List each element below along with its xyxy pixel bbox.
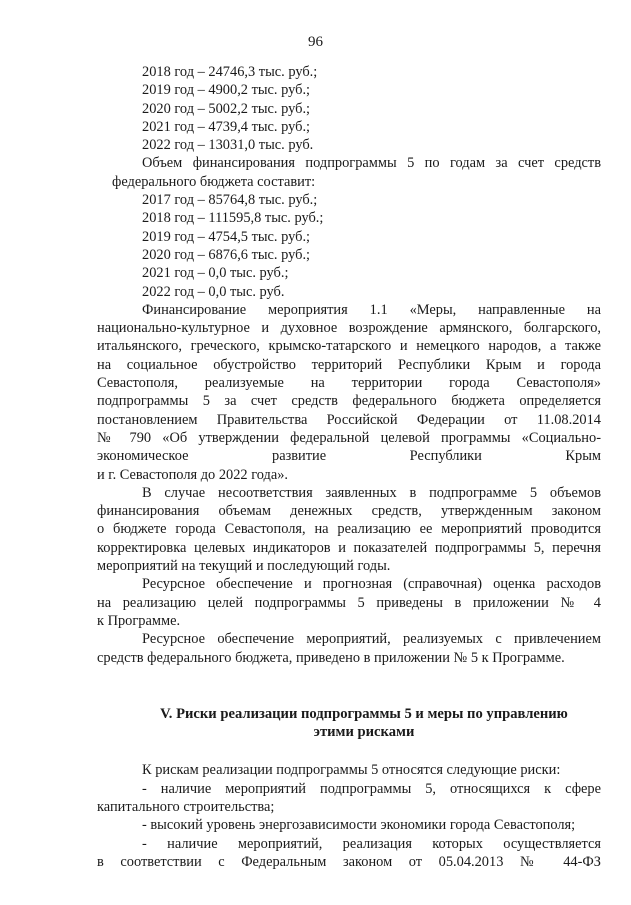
risks-intro: К рискам реализации подпрограммы 5 относятся следующие риски: bbox=[142, 762, 561, 779]
budget-line: 2019 год – 4900,2 тыс. руб.; bbox=[142, 82, 311, 99]
paragraph-line: Севастополя, реализуемые на территории города Севастополя» bbox=[97, 375, 601, 392]
section-heading bbox=[97, 705, 601, 742]
resource-paragraph bbox=[97, 575, 601, 630]
risk-item-continued: капитального строительства; bbox=[97, 798, 275, 815]
paragraph-line: В случае несоответствия заявленных в подпрограмме 5 объемов bbox=[142, 484, 601, 501]
paragraph-line: мероприятий на текущий и последующий годы. bbox=[97, 558, 391, 575]
paragraph-line: на социальное обустройство территорий Республики Крым и города bbox=[97, 356, 601, 373]
paragraph-line: средств федерального бюджета, приведено в приложении № 5 к Программе. bbox=[97, 649, 565, 666]
paragraph-line: корректировка целевых индикаторов и показателей подпрограммы 5, перечня bbox=[97, 539, 601, 556]
paragraph-line: на реализацию целей подпрограммы 5 приведены в приложении № 4 bbox=[97, 594, 601, 611]
risk-item: - наличие мероприятий подпрограммы 5, относящихся к сфере bbox=[142, 780, 601, 797]
budget-line: 2018 год – 111595,8 тыс. руб.; bbox=[142, 210, 324, 227]
budget-line: 2017 год – 85764,8 тыс. руб.; bbox=[142, 192, 318, 209]
financing-paragraph bbox=[97, 301, 601, 484]
page-number: 96 bbox=[308, 34, 323, 50]
budget-line: 2020 год – 6876,6 тыс. руб.; bbox=[142, 246, 311, 263]
paragraph-line: национально-культурное и духовное возрождение армянского, болгарского, bbox=[97, 320, 601, 337]
risk-item: - наличие мероприятий, реализация которых осуществляется bbox=[142, 835, 601, 852]
risk-item-continued: в соответствии с Федеральным законом от 05.04.2013 № 44-ФЗ bbox=[97, 853, 601, 870]
paragraph-line: № 790 «Об утверждении федеральной целевой программы «Социально- bbox=[97, 429, 601, 446]
mismatch-paragraph bbox=[97, 484, 601, 575]
budget-line: 2022 год – 13031,0 тыс. руб. bbox=[142, 137, 314, 154]
paragraph-line: финансирования объемам денежных средств, утвержденным законом bbox=[97, 503, 601, 520]
federal-intro-line: Объем финансирования подпрограммы 5 по годам за счет средств bbox=[142, 155, 601, 172]
paragraph-line: постановлением Правительства Российской Федерации от 11.08.2014 bbox=[97, 411, 601, 428]
paragraph-line: и г. Севастополя до 2022 года». bbox=[97, 466, 289, 483]
paragraph-line: о бюджете города Севастополя, на реализацию ее мероприятий проводится bbox=[97, 521, 601, 538]
risk-item: - высокий уровень энергозависимости экономики города Севастополя; bbox=[142, 817, 576, 834]
paragraph-line: экономическое развитие Республики Крым bbox=[97, 448, 601, 465]
risks-list bbox=[97, 761, 601, 871]
budget-line: 2020 год – 5002,2 тыс. руб.; bbox=[142, 100, 311, 117]
paragraph-line: итальянского, греческого, крымско-татарского и немецкого народов, а также bbox=[97, 338, 601, 355]
budget-list-a bbox=[97, 63, 601, 154]
page-body bbox=[97, 63, 601, 871]
paragraph-line: Финансирование мероприятия 1.1 «Меры, направленные на bbox=[142, 301, 601, 318]
federal-intro-line: федерального бюджета составит: bbox=[112, 173, 316, 190]
paragraph-line: Ресурсное обеспечение мероприятий, реализуемых с привлечением bbox=[142, 631, 601, 648]
section-heading-line: этими рисками bbox=[313, 724, 415, 741]
paragraph-line: подпрограммы 5 за счет средств федерального бюджета определяется bbox=[97, 393, 601, 410]
paragraph-line: Ресурсное обеспечение и прогнозная (справочная) оценка расходов bbox=[142, 576, 601, 593]
budget-line: 2021 год – 0,0 тыс. руб.; bbox=[142, 265, 289, 282]
section-heading-line: V. Риски реализации подпрограммы 5 и меры по управлению bbox=[160, 705, 568, 722]
budget-line: 2019 год – 4754,5 тыс. руб.; bbox=[142, 228, 311, 245]
budget-list-b bbox=[97, 191, 601, 301]
budget-line: 2022 год – 0,0 тыс. руб. bbox=[142, 283, 285, 300]
budget-line: 2018 год – 24746,3 тыс. руб.; bbox=[142, 64, 318, 80]
paragraph-line: к Программе. bbox=[97, 612, 181, 629]
budget-line: 2021 год – 4739,4 тыс. руб.; bbox=[142, 118, 311, 135]
federal-paragraph bbox=[97, 630, 601, 667]
